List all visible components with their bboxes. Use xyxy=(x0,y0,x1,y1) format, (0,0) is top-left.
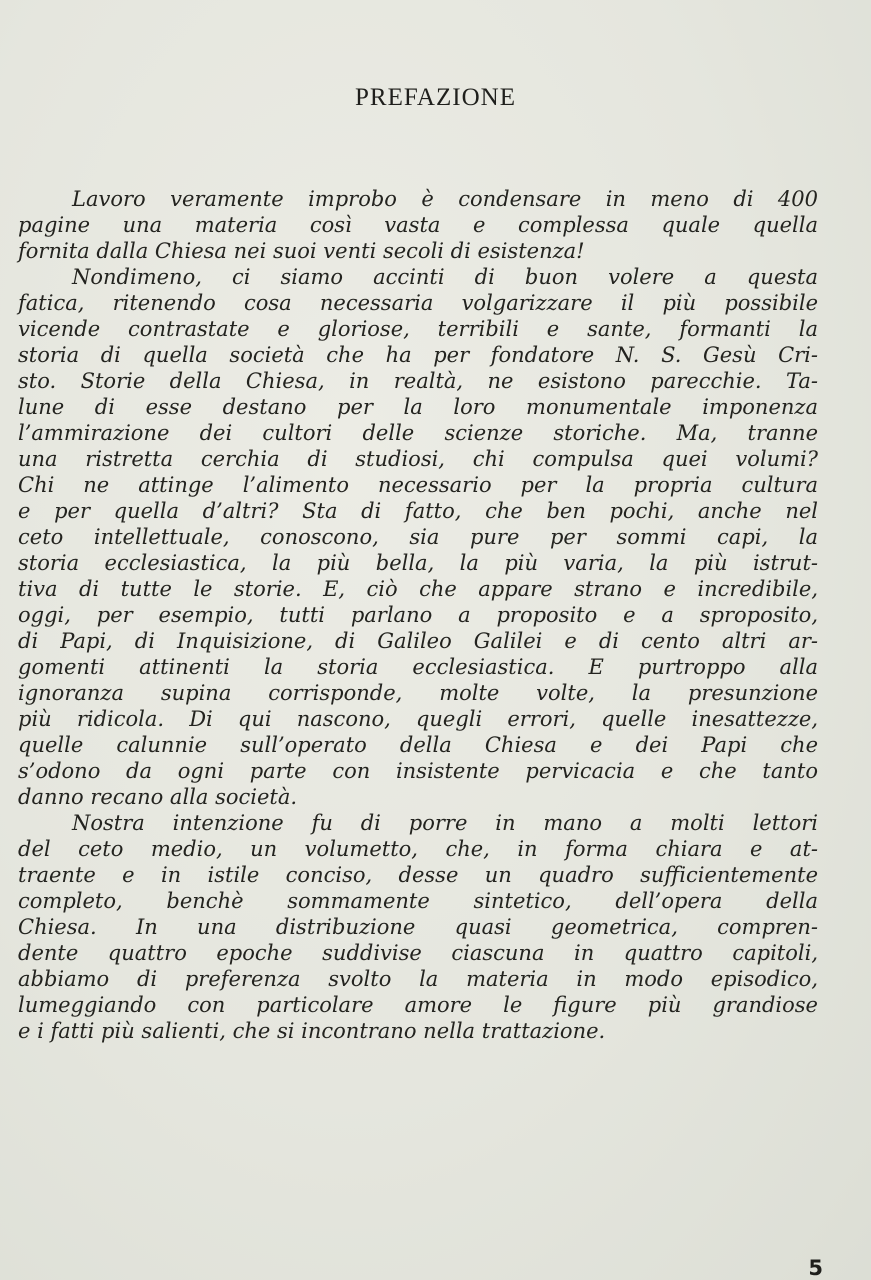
body-text xyxy=(18,186,818,1044)
text-line: tiva di tutte le storie. E, ciò che appare strano e incredibile, xyxy=(18,577,818,601)
text-line: una ristretta cerchia di studiosi, chi compulsa quei volumi? xyxy=(18,447,818,471)
text-line: lune di esse destano per la loro monumentale imponenza xyxy=(18,395,818,419)
page-number: 5 xyxy=(808,1256,823,1280)
text-line: sto. Storie della Chiesa, in realtà, ne esistono parecchie. Ta- xyxy=(18,369,818,393)
text-line: fatica, ritenendo cosa necessaria volgarizzare il più possibile xyxy=(18,291,818,315)
text-line: Lavoro veramente improbo è condensare in meno di 400 xyxy=(72,187,818,211)
text-line: danno recano alla società. xyxy=(18,785,298,809)
text-line: completo, benchè sommamente sintetico, dell’opera della xyxy=(18,889,818,913)
page-title: PREFAZIONE xyxy=(355,84,516,111)
paragraph-2 xyxy=(18,264,818,810)
text-line: vicende contrastate e gloriose, terribili e sante, formanti la xyxy=(18,317,818,341)
text-line: gomenti attinenti la storia ecclesiastica. E purtroppo alla xyxy=(18,655,818,679)
text-line: lumeggiando con particolare amore le figure più grandiose xyxy=(18,993,818,1017)
text-line: abbiamo di preferenza svolto la materia in modo episodico, xyxy=(18,967,818,991)
text-line: Chi ne attinge l’alimento necessario per la propria cultura xyxy=(18,473,818,497)
text-line: e i fatti più salienti, che si incontrano nella trattazione. xyxy=(18,1019,606,1043)
text-line: di Papi, di Inquisizione, di Galileo Galilei e di cento altri ar- xyxy=(18,629,818,653)
text-line: Chiesa. In una distribuzione quasi geometrica, compren- xyxy=(18,915,818,939)
text-line: oggi, per esempio, tutti parlano a proposito e a sproposito, xyxy=(18,603,818,627)
text-line: storia ecclesiastica, la più bella, la più varia, la più istrut- xyxy=(18,551,818,575)
text-line: e per quella d’altri? Sta di fatto, che ben pochi, anche nel xyxy=(18,499,818,523)
text-line: traente e in istile conciso, desse un quadro sufficientemente xyxy=(18,863,818,887)
text-line: Nostra intenzione fu di porre in mano a molti lettori xyxy=(72,811,818,835)
text-line: fornita dalla Chiesa nei suoi venti secoli di esistenza! xyxy=(18,239,585,263)
text-line: ignoranza supina corrisponde, molte volte, la presunzione xyxy=(18,681,818,705)
paragraph-3 xyxy=(18,810,818,1044)
text-line: ceto intellettuale, conoscono, sia pure per sommi capi, la xyxy=(18,525,818,549)
text-line: dente quattro epoche suddivise ciascuna in quattro capitoli, xyxy=(18,941,818,965)
paragraph-1 xyxy=(18,186,818,264)
text-line: pagine una materia così vasta e complessa quale quella xyxy=(18,213,818,237)
text-line: del ceto medio, un volumetto, che, in forma chiara e at- xyxy=(18,837,818,861)
text-line: quelle calunnie sull’operato della Chiesa e dei Papi che xyxy=(18,733,818,757)
text-line: l’ammirazione dei cultori delle scienze storiche. Ma, tranne xyxy=(18,421,818,445)
text-line: storia di quella società che ha per fondatore N. S. Gesù Cri- xyxy=(18,343,818,367)
text-line: Nondimeno, ci siamo accinti di buon volere a questa xyxy=(72,265,818,289)
text-line: più ridicola. Di qui nascono, quegli errori, quelle inesattezze, xyxy=(18,707,818,731)
text-line: s’odono da ogni parte con insistente pervicacia e che tanto xyxy=(18,759,818,783)
